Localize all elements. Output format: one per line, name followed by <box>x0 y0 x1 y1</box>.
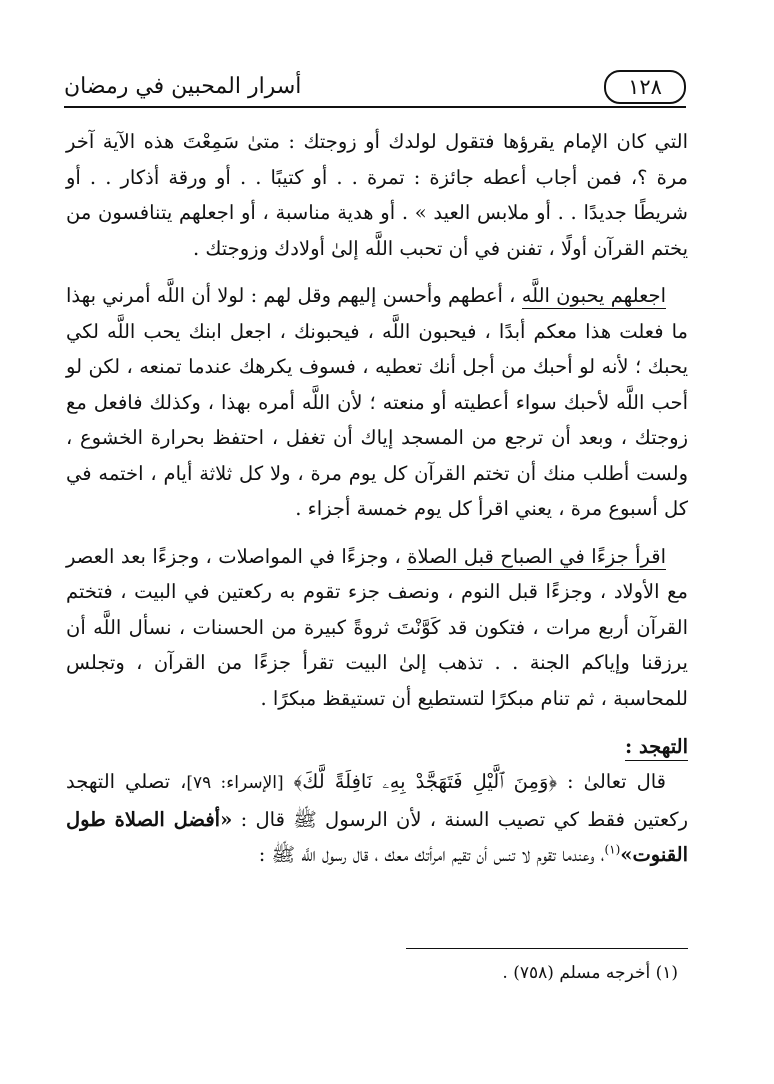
header-rule <box>64 106 686 108</box>
underlined-phrase: اقرأ جزءًا في الصباح قبل الصلاة <box>407 544 666 568</box>
verse-reference: [الإسراء: ٧٩] <box>186 773 284 793</box>
section-heading: التهجد : <box>66 730 688 764</box>
paragraph-3 <box>66 539 688 717</box>
paragraph-1: التي كان الإمام يقرؤها فتقول لولدك أو زوجتك : متىٰ سَمِعْتَ هذه الآية آخر مرة ؟، فمن أجاب أعطه جائزة : تمرة . . أو كتيبًا . . أو ورقة أذكار . . أو شريطًا جديدًا . . أو ملابس العيد » . أو هدية مناسبة ، أو اجعلهم يتنافسون من يختم القرآن أولًا ، تفنن في أن تحبب اللَّه إلىٰ أولادك وزوجتك . <box>66 130 688 260</box>
underlined-phrase: اجعلهم يحبون اللَّه <box>521 284 666 307</box>
paragraph-4-text: ، تصلي التهجد ركعتين فقط كي تصيب السنة ، لأن الرسول ﷺ قال : <box>66 770 688 831</box>
page-number: ١٢٨ <box>604 70 686 104</box>
running-title: أسرار المحبين في رمضان <box>64 74 302 99</box>
quran-verse: قال تعالىٰ : ﴿وَمِنَ ٱلَّيْلِ فَتَهَجَّدْ بِهِۦ نَافِلَةً لَّكَ﴾ <box>293 770 667 793</box>
page-body <box>66 124 688 873</box>
footnote-rule <box>406 948 688 949</box>
paragraph-3-text: ، وجزءًا في المواصلات ، وجزءًا بعد العصر مع الأولاد ، وجزءًا قبل النوم ، ونصف جزء تقوم به ركعتين في البيت ، فتختم القرآن أربع مرات ، فتكون قد كَوَّنْتَ ثروةً كبيرة من الحسنات ، نسأل اللَّه أن يرزقنا وإياكم الجنة . . تذهب إلىٰ البيت تقرأ جزءًا من القرآن ، وتجلس للمحاسبة ، ثم تنام مبكرًا لتستطيع أن تستيقظ مبكرًا . <box>66 544 688 710</box>
page-header <box>64 66 686 108</box>
paragraph-2 <box>66 278 688 527</box>
footnote-marker: (١) <box>604 842 621 857</box>
paragraph-4-continued: ، وعندما تقوم لا تنس أن تقيم امرأتك معك ، قال رسول اللَّه ﷺ : <box>258 843 605 866</box>
footnote: (١) أخرجه مسلم (٧٥٨) . <box>502 963 678 983</box>
paragraph-4 <box>66 764 688 873</box>
hadith-quote: «أفضل الصلاة طول القنوت» <box>66 807 688 866</box>
paragraph-2-text: ، أعطهم وأحسن إليهم وقل لهم : لولا أن اللَّه أمرني بهذا ما فعلت هذا معكم أبدًا ، فيحبون اللَّه ، فيحبونك ، اجعل ابنك يحب اللَّه لكي يحبك ؛ لأنه لو أحبك من أجل أنك تعطيه ، فسوف يكرهك عندما تمنعه ، لكن لو أحب اللَّه لأحبك سواء أعطيته أو منعته ؛ لأن اللَّه أمره بهذا ، وكذلك فافعل مع زوجتك ، وبعد أن ترجع من المسجد إياك أن تغفل ، احتفظ بحرارة الخشوع ، ولست أطلب منك أن تختم القرآن كل يوم مرة ، ولا كل ثلاثة أيام ، اختمه في كل أسبوع مرة ، يعني اقرأ كل يوم خمسة أجزاء . <box>66 284 688 520</box>
